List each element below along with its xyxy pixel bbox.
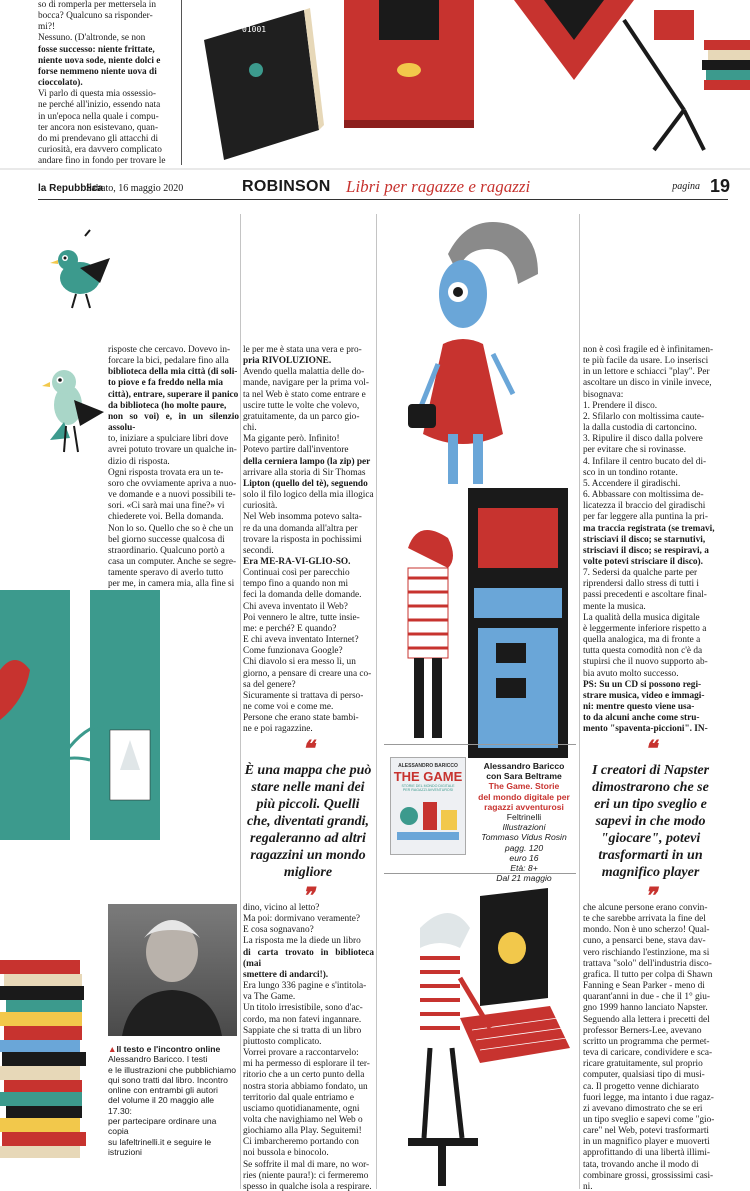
text-line: te che sarebbe arrivata la fine del: [583, 914, 706, 925]
text-line: te più facile da usare. Lo inserisci: [583, 356, 709, 367]
text-line: gratuitamente, da un parco gio-: [243, 411, 360, 422]
bird-illustration-bottom: [30, 360, 110, 470]
text-line: giorno, a pensare di creare una co-: [243, 668, 372, 679]
text-line: scritto un programma che permet-: [583, 1036, 710, 1047]
text-line: strare musica, video e immagi-: [583, 690, 705, 701]
text-line: Non lo so. Quello che so è che un: [108, 523, 234, 534]
pull-quote-left-text: È una mappa che può stare nelle mani dei più piccoli. Quelli che, diventati grandi, regaleranno ad altri ragazzini un mondo migliore: [244, 763, 372, 880]
book-price: euro 16: [509, 852, 539, 863]
svg-text:01001: 01001: [242, 25, 267, 34]
text-line: da biblioteca (ho molte paure,: [108, 400, 227, 411]
prev-page-line: niente uova sode, niente dolci e: [38, 55, 161, 66]
text-line: le per me è stata una vera e pro-: [243, 345, 362, 355]
quote-close-icon: ❞: [644, 883, 657, 908]
text-line: secondi.: [243, 545, 274, 556]
text-line: Chi diavolo si era messo lì, un: [243, 657, 356, 668]
text-line: trattava "solo" dell'industria disco-: [583, 958, 712, 969]
book-cover-subtitle: STORIE DEL MONDO DIGITALE PER RAGAZZI AVVENTUROSI: [401, 784, 455, 793]
column-2-text: [243, 345, 374, 735]
computer-boy-illustration: [380, 888, 576, 1191]
doors-illustration: [0, 590, 240, 840]
page-number: 19: [709, 176, 730, 196]
text-line: to da alcuni anche come stru-: [583, 713, 700, 724]
text-line: giochiamo alla Play. Seguitemi!: [243, 1126, 362, 1137]
text-line: Poi vennero le altre, tutte insie-: [243, 612, 360, 623]
prev-page-line: in un'epoca nella quale i compu-: [38, 111, 159, 122]
book-authors-2: con Sara Beltrame: [486, 771, 562, 782]
book-authors-1: Alessandro Baricco: [483, 761, 565, 771]
wall-panel-illustration: [344, 0, 474, 128]
text-line: ritorio che a un certo punto della: [243, 1070, 365, 1081]
book-cover-author: ALESSANDRO BARICCO: [398, 763, 458, 769]
text-line: noi bussola e binocolo.: [243, 1148, 329, 1159]
text-line: solo il filo logico della mia illogica: [243, 490, 374, 501]
book-illustrator: Tommaso Vidus Rosin: [481, 832, 567, 843]
text-line: ma traccia registrata (se tremavi,: [583, 523, 715, 534]
text-line: in un magnifico player e muoverti: [583, 1137, 710, 1148]
text-line: ries (niente paura!): ci fermeremo: [243, 1170, 369, 1181]
text-line: mente la musica.: [583, 601, 646, 612]
caption-line: online con entrambi gli autori: [108, 1085, 218, 1096]
text-line: dino, vicino al letto?: [243, 903, 320, 913]
caption-line: Alessandro Baricco. I testi: [108, 1054, 208, 1065]
text-line: ta nel Web è stato come entrare e: [243, 389, 366, 400]
text-line: non è così fragile ed è infinitamen-: [583, 345, 714, 355]
book-info-box: [384, 744, 576, 884]
text-line: in un lettore e schiacci "play". Per: [583, 367, 710, 378]
text-line: Sicuramente si trattava di perso-: [243, 690, 364, 701]
column-2-bottom-text: [243, 903, 374, 1191]
text-line: 4. Infilare il centro bucato del di-: [583, 456, 707, 467]
book-title-1: The Game. Storie: [488, 781, 560, 792]
section-title: Libri per ragazze e ragazzi: [346, 177, 531, 196]
text-line: pria RIVOLUZIONE.: [243, 356, 332, 367]
text-line: di carta trovato in biblioteca (mai: [243, 947, 374, 969]
arcade-girl-illustration: [378, 488, 576, 758]
text-line: bisognava:: [583, 389, 624, 400]
text-line: vero rischiando l'estinzione, ma si: [583, 947, 710, 958]
text-line: straordinario. Qualcuno portò a: [108, 545, 225, 556]
text-line: Seguendo alla lettera i precetti del: [583, 1014, 710, 1025]
text-line: dizio di risposta.: [108, 456, 170, 467]
text-line: fuori legge, ma intanto i due ragaz-: [583, 1092, 714, 1103]
text-line: risposte che cercavo. Dovevo in-: [108, 345, 231, 355]
text-line: Sappiate che si tratta di un libro: [243, 1025, 362, 1036]
masthead: la Repubblica: [38, 183, 104, 194]
text-line: 6. Abbassare con moltissima de-: [583, 490, 704, 501]
text-line: ca. Il progetto venne dichiarato: [583, 1081, 699, 1092]
text-line: combinare grossi, grossissimi casi-: [583, 1170, 714, 1181]
text-line: teva di caricare, condividere e sca-: [583, 1048, 713, 1059]
caption-line: e le illustrazioni che pubblichiamo: [108, 1064, 237, 1075]
text-line: La risposta me la diede un libro: [243, 936, 361, 947]
text-line: Come funzionava Google?: [243, 646, 343, 657]
prev-page-line: forse nemmeno niente uova di: [38, 66, 157, 77]
book-stack-illustration: [0, 960, 96, 1191]
text-line: che alcune persone erano convin-: [583, 903, 708, 913]
text-line: Ogni risposta trovata era un te-: [108, 467, 224, 478]
text-line: mento "spaventa-piccioni". IN-: [583, 724, 708, 735]
text-line: biblioteca della mia città (di soli-: [108, 367, 238, 378]
text-line: ne come voi e come me.: [243, 702, 334, 712]
prev-page-line: bocca? Qualcuno sa risponder-: [38, 11, 153, 22]
prev-page-line: fosse successo: niente frittate,: [38, 44, 155, 55]
caption-line: qui sono tratti dal libro. Incontro: [108, 1074, 228, 1085]
text-line: piuttosto complicato.: [243, 1036, 322, 1047]
text-line: Chi aveva inventato il Web?: [243, 601, 348, 612]
text-line: re da una domanda all'altra per: [243, 523, 358, 534]
caption-line: del volume il 20 maggio alle 17.30:: [108, 1095, 215, 1116]
page-label: pagina: [672, 181, 700, 192]
text-line: va The Game.: [243, 992, 296, 1003]
prev-page-line: ter ancora non esistevano, quan-: [38, 122, 159, 133]
text-line: 7. Sedersi da qualche parte per: [583, 568, 698, 579]
text-line: E cosa sognavano?: [243, 925, 314, 936]
bird-illustration-top: [40, 228, 120, 318]
text-line: Ci imbarcheremo portando con: [243, 1137, 359, 1148]
column-3-bottom-text: [583, 903, 718, 1191]
issue-date: Sabato, 16 maggio 2020: [86, 183, 184, 194]
prev-page-line: do mi prendevano gli attacchi di: [38, 133, 159, 144]
prev-page-illustration: [184, 0, 750, 168]
text-line: mi ha permesso di esplorare il ter-: [243, 1059, 370, 1070]
pull-quote-right-text: I creatori di Napster dimostrarono che se eri un tipo sveglio e sapevi in che modo "giocare", potevi trasformarti in un magnifico player: [591, 763, 710, 880]
column-3-text: [583, 345, 718, 735]
text-line: 1. Prendere il disco.: [583, 400, 658, 411]
prev-page-line: so di romperla per mettersela in: [38, 0, 156, 10]
book-age: Età: 8+: [510, 863, 538, 874]
text-line: Lipton (quello del tè), seguendo: [243, 478, 368, 489]
text-line: per far leggere alla puntina la pri-: [583, 512, 708, 523]
newspaper-page: [0, 170, 750, 1191]
text-line: casa un computer. Anche se segre-: [108, 556, 237, 567]
text-line: trovare la risposta in pochissimi: [243, 534, 362, 545]
text-line: chi.: [243, 423, 257, 434]
text-line: 3. Ripulire il disco dalla polvere: [583, 434, 703, 445]
text-line: Potevo partire dall'inventore: [243, 445, 349, 456]
text-line: Un titolo irresistibile, sono d'ac-: [243, 1003, 363, 1014]
text-line: cuno, a pensarci bene, stava dav-: [583, 936, 706, 947]
text-line: forcare la bici, pedalare fino alla: [108, 356, 229, 367]
book-release-date: Dal 21 maggio: [496, 873, 552, 884]
quote-open-icon: ❝: [302, 736, 314, 761]
text-line: stupirsi che il nuovo supporto ab-: [583, 657, 708, 668]
text-line: bel giorno successe qualcosa di: [108, 534, 225, 545]
book-pages: pagg. 120: [504, 842, 544, 853]
text-line: sa del genere?: [243, 679, 296, 690]
text-line: licatezza il braccio del giradischi: [583, 501, 706, 512]
text-line: spesso in qualche isola a respirare.: [243, 1181, 372, 1191]
text-line: mande, navigare per la prima vol-: [243, 378, 369, 389]
text-line: un tipo sveglio e sapevi come "gio-: [583, 1114, 715, 1125]
text-line: ni: mentre questo viene usa-: [583, 702, 695, 712]
caption-triangle-icon: ▲: [108, 1044, 117, 1054]
book-cover: [390, 757, 466, 855]
text-line: gno 1999 hanno lanciato Napster.: [583, 1003, 708, 1014]
prev-page-line: Nessuno. (D'altronde, se non: [38, 33, 146, 44]
column-rule-3: [579, 214, 580, 1189]
page-header: [38, 174, 728, 200]
text-line: Avendo quella malattia delle do-: [243, 367, 365, 378]
text-line: ve domande e a nuovi possibili te-: [108, 490, 236, 501]
text-line: to, iniziare a spulciare libri dove: [108, 434, 229, 445]
text-line: mondo. Non è uno scherzo! Qual-: [583, 925, 710, 936]
text-line: sori. «Ci sarà mai una fine?» vi: [108, 501, 225, 512]
book-stack-illustration: [702, 40, 750, 90]
caption-line: su lafeltrinelli.it e seguire le istruzioni: [108, 1136, 212, 1157]
text-line: grafica. Il tutto per colpa di Shawn: [583, 969, 713, 980]
author-photo: [108, 904, 237, 1036]
book-publisher: Feltrinelli: [506, 812, 542, 823]
text-line: professor Berners-Lee, avevano: [583, 1025, 702, 1036]
text-line: smettere di andarci!).: [243, 969, 329, 980]
text-line: Ma gigante però. Infinito!: [243, 434, 340, 445]
text-line: ne e poi ragazzine.: [243, 724, 313, 735]
text-line: La qualità della musica digitale: [583, 612, 700, 623]
text-line: soro che ovviamente apriva a nuo-: [108, 478, 237, 489]
text-line: tata, trovando anche il modo di: [583, 1159, 699, 1170]
caption-line: per partecipare ordinare una copia: [108, 1116, 217, 1137]
prev-page-line: mi?!: [38, 22, 56, 33]
text-line: chiederete voi. Bella domanda.: [108, 512, 224, 523]
text-line: Se soffrite il mal di mare, no wor-: [243, 1159, 370, 1170]
column-rule-1: [240, 214, 241, 1189]
text-line: computer, qualsiasi tipo di musi-: [583, 1070, 705, 1081]
text-line: per me, in camera mia, alla fine si: [108, 579, 235, 590]
text-line: PS: Su un CD si possono regi-: [583, 679, 702, 690]
photo-caption: [108, 1044, 237, 1157]
text-line: quella analogica, ma di fronte a: [583, 635, 701, 646]
text-line: tempo fino a quando non mi: [243, 579, 349, 590]
text-line: strisciavi il disco; se respiravi, a: [583, 545, 709, 556]
text-line: 5. Accendere il giradischi.: [583, 478, 681, 489]
text-line: territorio dal quale entriamo e: [243, 1092, 354, 1103]
text-line: to piove e fa freddo nella mia: [108, 378, 223, 389]
previous-page-strip: [0, 0, 750, 168]
text-line: volta che navighiamo nel Web o: [243, 1114, 363, 1125]
text-line: me: e perché? E quando?: [243, 623, 337, 634]
text-line: per evitare che si rovinasse.: [583, 445, 686, 456]
text-line: uscire tutte le volte che volevo,: [243, 400, 360, 411]
text-line: tamente speravo di averlo tutto: [108, 568, 224, 579]
prev-page-line: ne perché all'inizio, essendo nata: [38, 100, 161, 111]
quote-open-icon: ❝: [644, 736, 657, 761]
text-line: E chi aveva inventato Internet?: [243, 635, 359, 646]
text-line: riprendersi dallo stress di tutti i: [583, 579, 699, 590]
text-line: usciamo quotidianamente, ogni: [243, 1103, 360, 1114]
text-line: Era ME-RA-VI-GLIO-SO.: [243, 556, 351, 567]
column-rule-2: [376, 214, 377, 1189]
text-line: Fanning e Sean Parker - meno di: [583, 981, 705, 992]
text-line: Nel Web insomma potevo salta-: [243, 512, 362, 523]
text-line: approfittando di una libertà illimi-: [583, 1148, 711, 1159]
prev-page-line: curiosità, era davvero complicato: [38, 145, 162, 156]
text-line: strisciavi il disco; se starnutivi,: [583, 534, 706, 545]
text-line: quarant'anni in due - che il 1° giu-: [583, 992, 710, 1003]
text-line: curiosità.: [243, 501, 278, 512]
caption-title: ▲Il testo e l'incontro online: [108, 1044, 221, 1054]
text-line: cordo, ma non fatevi ingannare.: [243, 1014, 362, 1025]
text-line: feci la domanda delle domande.: [243, 590, 362, 601]
text-line: Vorrei provare a raccontarvelo:: [243, 1048, 359, 1059]
text-line: è leggermente inferiore rispetto a: [583, 623, 707, 634]
text-line: tutta questa comodità non c'è da: [583, 646, 703, 657]
text-line: arrivare alla storia di Sir Thomas: [243, 467, 366, 478]
text-line: sco in un tondino rotante.: [583, 467, 678, 478]
gramophone-woman-illustration: [378, 204, 576, 500]
text-line: care" nel Web, potevi trasformarti: [583, 1126, 710, 1137]
prev-column-rule: [181, 0, 182, 165]
text-line: ascoltare un disco in vinile invece,: [583, 378, 712, 389]
text-line: Persone che erano state bambi-: [243, 713, 359, 724]
text-line: la dalla custodia di cartoncino.: [583, 423, 697, 434]
book-cover-title: THE GAME: [393, 769, 463, 784]
book-illustrations-label: Illustrazioni: [502, 822, 546, 833]
text-line: Era lungo 336 pagine e s'intitola-: [243, 981, 367, 992]
book-title-2: del mondo digitale per: [478, 791, 570, 802]
book-cover-art: [391, 792, 465, 844]
text-line: avrei potuto trovare un qualche in-: [108, 445, 237, 456]
supplement-name: ROBINSON: [242, 178, 331, 195]
book-title-3: ragazzi avventurosi: [484, 801, 564, 812]
prev-page-line: Vi parlo di questa mia ossessio-: [38, 89, 156, 100]
text-line: 2. Sfilarlo con moltissima caute-: [583, 411, 705, 422]
prev-page-line: andare fino in fondo per trovare le: [38, 156, 166, 167]
text-line: bia avuto molto successo.: [583, 668, 679, 679]
prev-page-line: cioccolato).: [38, 78, 83, 89]
text-line: della cerniera lampo (la zip) per: [243, 456, 371, 467]
text-line: città), entrare, superare il panico: [108, 389, 239, 400]
text-line: zi avevano dimostrato che se eri: [583, 1103, 703, 1114]
text-line: passi precedenti e ascoltare final-: [583, 590, 707, 601]
prev-page-text-column: [38, 0, 178, 168]
text-line: Ma poi: dormivano veramente?: [243, 914, 360, 925]
text-line: volte potevi strisciare il disco).: [583, 556, 703, 567]
quote-close-icon: ❞: [302, 883, 314, 908]
text-line: ni.: [583, 1181, 593, 1191]
text-line: non so voi) e, in un silenzio assolu-: [108, 411, 239, 434]
text-line: ricare gratuitamente, sul proprio: [583, 1059, 703, 1070]
text-line: Continuai così per parecchio: [243, 568, 350, 579]
text-line: nostra storia abbiamo fondato, un: [243, 1081, 368, 1092]
